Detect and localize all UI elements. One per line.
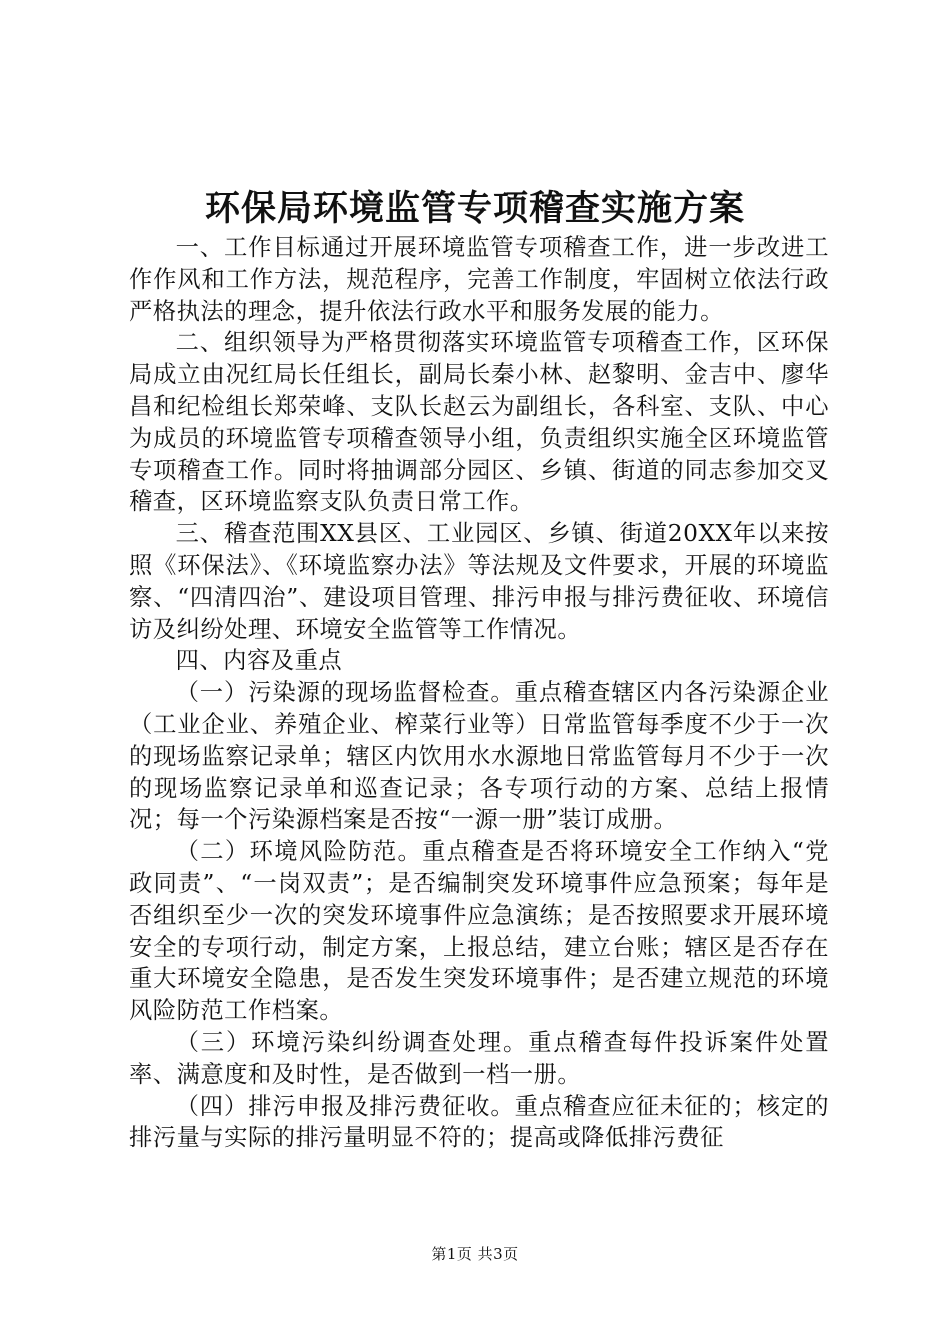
paragraph-organization: 二、组织领导为严格贯彻落实环境监管专项稽查工作，区环保局成立由况红局长任组长，副局长秦小林、赵黎明、金吉中、廖华昌和纪检组长郑荣峰、支队长赵云为副组长，各科室、支队、中心为成员的环境监管专项稽查领导小组，负责组织实施全区环境监管专项稽查工作。同时将抽调部分园区、乡镇、街道的同志参加交叉稽查，区环境监察支队负责日常工作。: [129, 329, 829, 516]
paragraph-scope: 三、稽查范围XX县区、工业园区、乡镇、街道20XX年以来按照《环保法》、《环境监察办法》等法规及文件要求，开展的环境监察、“四清四治”、建设项目管理、排污申报与排污费征收、环境信访及纠纷处理、环境安全监管等工作情况。: [129, 520, 829, 643]
paragraph-work-goal: 一、工作目标通过开展环境监管专项稽查工作，进一步改进工作作风和工作方法，规范程序，完善工作制度，牢固树立依法行政严格执法的理念，提升依法行政水平和服务发展的能力。: [129, 234, 829, 325]
paragraph-risk-prevention: （二）环境风险防范。重点稽查是否将环境安全工作纳入“党政同责”、“一岗双责”；是否编制突发环境事件应急预案；每年是否组织至少一次的突发环境事件应急演练；是否按照要求开展环境安全的专项行动，制定方案，上报总结，建立台账；辖区是否存在重大环境安全隐患，是否发生突发环境事件；是否建立规范的环境风险防范工作档案。: [129, 838, 829, 1025]
paragraph-dispute-handling: （三）环境污染纠纷调查处理。重点稽查每件投诉案件处置率、满意度和及时性，是否做到一档一册。: [129, 1028, 829, 1088]
document-title: 环保局环境监管专项稽查实施方案: [204, 189, 745, 229]
paragraph-content-heading: 四、内容及重点: [175, 647, 343, 675]
paragraph-pollution-source: （一）污染源的现场监督检查。重点稽查辖区内各污染源企业（工业企业、养殖企业、榨菜行业等）日常监管每季度不少于一次的现场监察记录单；辖区内饮用水水源地日常监管每月不少于一次的现场监察记录单和巡查记录；各专项行动的方案、总结上报情况；每一个污染源档案是否按“一源一册”装订成册。: [129, 679, 829, 834]
paragraph-discharge-fees: （四）排污申报及排污费征收。重点稽查应征未征的；核定的排污量与实际的排污量明显不符的；提高或降低排污费征: [129, 1092, 829, 1152]
document-body: [129, 232, 829, 1154]
page-number: 第1页 共3页: [431, 1245, 519, 1263]
